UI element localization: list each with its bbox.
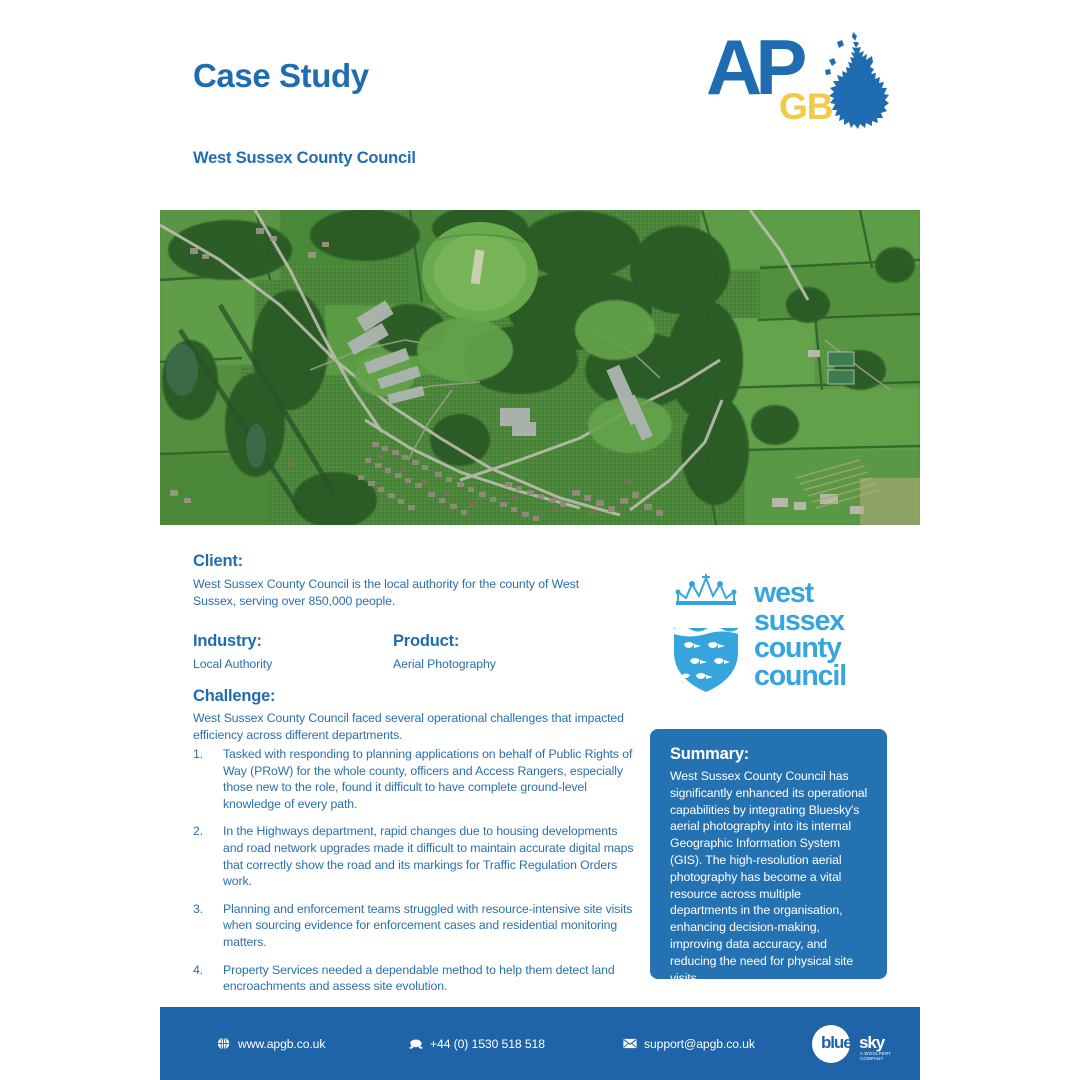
bluesky-logo <box>812 1025 904 1063</box>
challenge-item-text: Tasked with responding to planning applications on behalf of Public Rights of Way (PRoW) for the whole county, officers and Access Rangers, especially those new to the role, found it difficult to have complete ground-level knowledge of every path. <box>223 747 633 811</box>
challenge-item-text: Planning and enforcement teams struggled with resource-intensive site visits when sourcing evidence for enforcement cases and residential monitoring matters. <box>223 901 633 949</box>
product-value: Aerial Photography <box>393 657 496 671</box>
summary-heading: Summary: <box>670 745 750 763</box>
footer-phone-text: +44 (0) 1530 518 518 <box>430 1036 545 1051</box>
footer-website[interactable] <box>216 1036 325 1051</box>
industry-section <box>193 632 383 673</box>
challenge-item-number: 3. <box>193 901 204 916</box>
shield-crown-icon <box>668 572 744 694</box>
client-description: West Sussex County Council is the local authority for the county of West Sussex, serving over 850,000 people. <box>193 577 580 608</box>
bluesky-logo-blue-text: blue <box>821 1033 852 1052</box>
footer-email[interactable] <box>622 1036 755 1051</box>
client-heading: Client: <box>193 552 243 570</box>
challenge-item-text: In the Highways department, rapid changes due to housing developments and road network upgrades made it difficult to maintain accurate digital maps that correctly show the road and its markings for Traffic Regulation Orders work. <box>223 824 634 889</box>
product-heading: Product: <box>393 632 460 650</box>
globe-icon <box>216 1036 231 1051</box>
product-section <box>393 632 613 673</box>
wscc-word-sussex: sussex <box>754 604 845 637</box>
footer-phone[interactable] <box>408 1036 545 1051</box>
wscc-logo-wordmark <box>754 577 847 692</box>
client-subtitle: West Sussex County Council <box>193 149 416 167</box>
page-footer <box>160 1007 920 1080</box>
wscc-word-county: county <box>754 632 841 664</box>
wscc-word-west: west <box>754 577 813 609</box>
challenge-item-text: Property Services needed a dependable method to help them detect land encroachments and assess site evolution. <box>223 962 615 994</box>
apgb-logo <box>706 23 896 136</box>
challenge-list-item <box>193 962 638 995</box>
challenge-item-number: 2. <box>193 824 204 839</box>
envelope-icon <box>622 1036 637 1051</box>
challenge-section <box>193 687 638 1006</box>
summary-text: West Sussex County Council has significantly enhanced its operational capabilities by integrating Bluesky's aerial photography into its internal Geographic Information System (GIS). The high-resolution aerial photography has become a vital resource across multiple departments in the organisation, enhancing decision-making, improving data accuracy, and reducing the need for physical site visits. <box>670 769 868 985</box>
wscc-word-council: council <box>754 659 847 692</box>
page-title: Case Study <box>193 57 369 94</box>
aerial-photograph <box>160 210 920 525</box>
challenge-item-number: 4. <box>193 962 204 977</box>
challenge-list-item <box>193 901 638 951</box>
summary-box <box>650 729 887 985</box>
phone-icon <box>408 1036 423 1051</box>
challenge-list-item <box>193 746 638 812</box>
challenge-intro: West Sussex County Council faced several operational challenges that impacted efficiency across different departments. <box>193 711 624 742</box>
apgb-logo-ap-text: AP <box>706 23 801 111</box>
challenge-heading: Challenge: <box>193 687 276 705</box>
industry-value: Local Authority <box>193 657 273 671</box>
industry-heading: Industry: <box>193 632 262 650</box>
challenge-list-item <box>193 823 638 889</box>
challenge-list <box>193 746 638 995</box>
bluesky-logo-tagline: A WOOLPERT COMPANY <box>860 1051 892 1062</box>
client-section <box>193 552 623 609</box>
footer-website-text: www.apgb.co.uk <box>238 1036 326 1051</box>
west-sussex-county-council-logo <box>668 572 868 697</box>
footer-email-text: support@apgb.co.uk <box>644 1036 755 1051</box>
page-header <box>0 0 1080 200</box>
uk-map-icon <box>823 30 895 134</box>
challenge-item-number: 1. <box>193 747 204 761</box>
apgb-logo-gb-text: GB <box>779 86 833 127</box>
bluesky-logo-sky-text: sky <box>859 1033 885 1052</box>
